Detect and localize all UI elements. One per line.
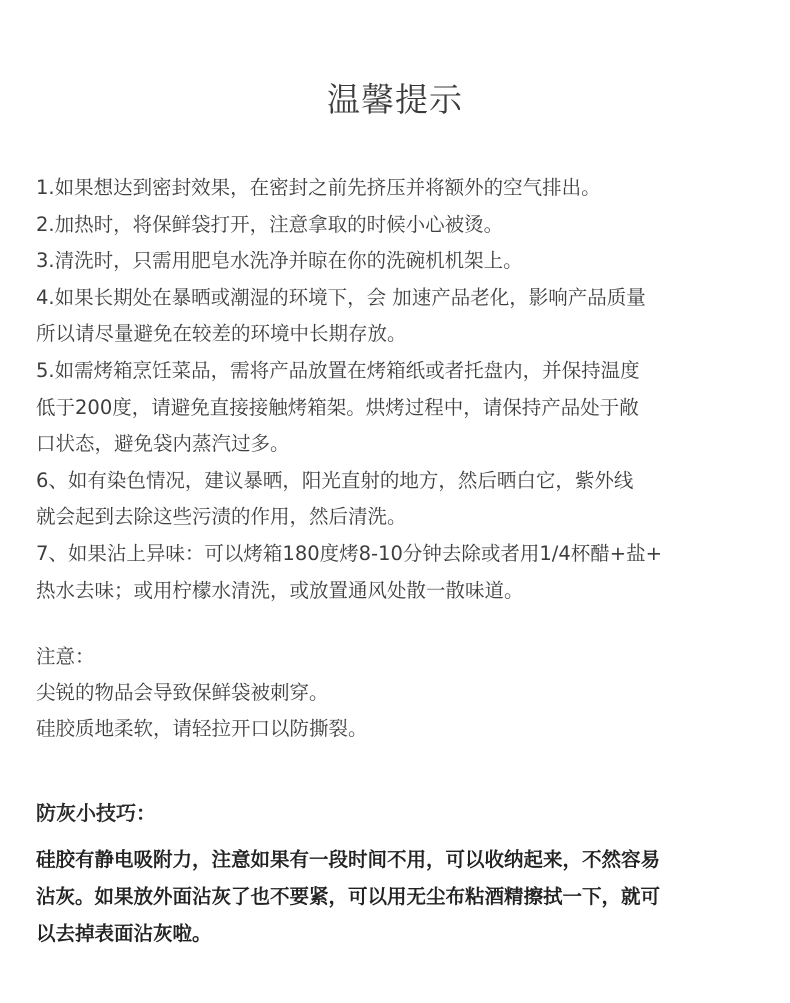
dust-tips-heading: 防灰小技巧： [36, 801, 156, 825]
dust-tip-line: 沾灰。如果放外面沾灰了也不要紧，可以用无尘布粘酒精擦拭一下，就可 [36, 885, 661, 908]
tip-line: 1.如果想达到密封效果，在密封之前先挤压并将额外的空气排出。 [36, 176, 601, 199]
tips-list [36, 170, 766, 609]
note-line: 硅胶质地柔软，请轻拉开口以防撕裂。 [36, 717, 368, 740]
notes-section [36, 639, 766, 747]
tip-line: 口状态，避免袋内蒸汽过多。 [36, 432, 290, 456]
tip-line: 6、如有染色情况，建议暴晒，阳光直射的地方，然后晒白它，紫外线 [36, 468, 634, 492]
notes-heading: 注意： [36, 645, 95, 668]
tip-line: 7、如果沾上异味：可以烤箱180度烤8-10分钟去除或者用1/4杯醋+盐+ [36, 541, 662, 565]
tip-line: 所以请尽量避免在较差的环境中长期存放。 [36, 322, 407, 346]
tip-line: 就会起到去除这些污渍的作用，然后清洗。 [36, 505, 407, 529]
tip-line: 热水去味；或用柠檬水清洗，或放置通风处散一散味道。 [36, 578, 524, 602]
dust-tip-line: 硅胶有静电吸附力，注意如果有一段时间不用，可以收纳起来，不然容易 [36, 848, 661, 871]
tip-line: 3.清洗时，只需用肥皂水洗净并晾在你的洗碗机机架上。 [36, 249, 523, 273]
tip-line: 低于200度，请避免直接接触烤箱架。烘烤过程中，请保持产品处于敞 [36, 395, 639, 419]
dust-tip-line: 以去掉表面沾灰啦。 [36, 922, 212, 945]
tip-line: 4.如果长期处在暴晒或潮湿的环境下，会 加速产品老化，影响产品质量 [36, 285, 646, 309]
tip-line: 2.加热时，将保鲜袋打开，注意拿取的时候小心被烫。 [36, 212, 504, 236]
note-line: 尖锐的物品会导致保鲜袋被刺穿。 [36, 681, 329, 704]
dust-tips-body [36, 841, 766, 952]
page-title: 温馨提示 [327, 80, 463, 119]
tip-line: 5.如需烤箱烹饪菜品，需将产品放置在烤箱纸或者托盘内，并保持温度 [36, 358, 640, 382]
